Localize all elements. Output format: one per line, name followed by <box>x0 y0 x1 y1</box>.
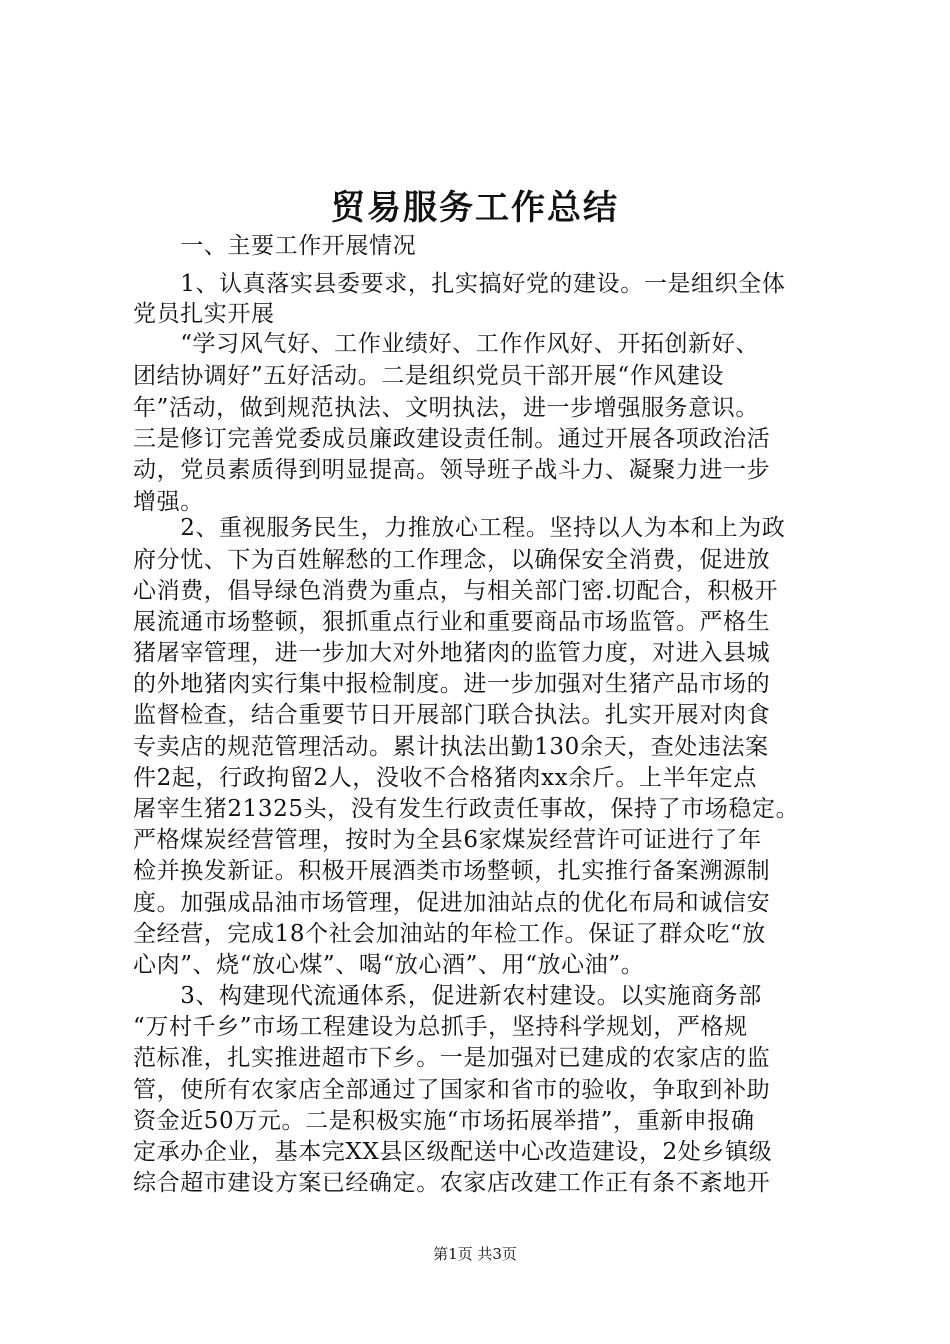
body-line: 心消费，倡导绿色消费为重点，与相关部门密.切配合，积极开 <box>133 578 779 604</box>
body-line: 心肉”、烧“放心煤”、喝“放心酒”、用“放心油”。 <box>133 952 645 978</box>
body-line: 府分忧、下为百姓解愁的工作理念，以确保安全消费，促进放 <box>133 547 771 573</box>
body-line: “万村千乡”市场工程建设为总抓手，坚持科学规划，严格规 <box>133 1014 748 1040</box>
body-line: 专卖店的规范管理活动。累计执法出勤130余天，查处违法案 <box>133 734 769 760</box>
body-line: 全经营，完成18个社会加油站的年检工作。保证了群众吃“放 <box>133 921 766 947</box>
document-title: 贸易服务工作总结 <box>331 188 619 228</box>
body-line: 度。加强成品油市场管理，促进加油站点的优化布局和诚信安 <box>133 890 771 916</box>
body-line: 屠宰生猪21325头，没有发生行政责任事故，保持了市场稳定。 <box>133 796 800 822</box>
body-line: 资金近50万元。二是积极实施“市场拓展举措”，重新申报确 <box>133 1108 755 1134</box>
body-line: 团结协调好”五好活动。二是组织党员干部开展“作风建设 <box>133 363 725 389</box>
body-line: 管，使所有农家店全部通过了国家和省市的验收，争取到补助 <box>133 1077 771 1103</box>
body-line: 定承办企业，基本完XX县区级配送中心改造建设，2处乡镇级 <box>133 1139 773 1165</box>
body-line: 1、认真落实县委要求，扎实搞好党的建设。一是组织全体 <box>133 271 786 297</box>
body-line: 三是修订完善党委成员廉政建设责任制。通过开展各项政治活 <box>133 426 771 452</box>
body-line: “学习风气好、工作业绩好、工作作风好、开拓创新好、 <box>133 331 759 357</box>
body-line: 综合超市建设方案已经确定。农家店改建工作正有条不紊地开 <box>133 1170 771 1196</box>
body-line: 检并换发新证。积极开展酒类市场整顿，扎实推行备案溯源制 <box>133 858 771 884</box>
body-line: 3、构建现代流通体系，促进新农村建设。以实施商务部 <box>133 983 762 1009</box>
body-line: 范标准，扎实推进超市下乡。一是加强对已建成的农家店的监 <box>133 1045 771 1071</box>
body-line: 严格煤炭经营管理，按时为全县6家煤炭经营许可证进行了年 <box>133 827 762 853</box>
body-line: 党员扎实开展 <box>133 301 275 327</box>
page-number-footer: 第1页 共3页 <box>433 1245 517 1263</box>
body-line: 一、主要工作开展情况 <box>133 233 417 259</box>
body-line: 增强。 <box>133 489 204 515</box>
body-line: 2、重视服务民生，力推放心工程。坚持以人为本和上为政 <box>133 515 786 541</box>
body-line: 年”活动，做到规范执法、文明执法，进一步增强服务意识。 <box>133 395 759 421</box>
body-line: 展流通市场整顿，狠抓重点行业和重要商品市场监管。严格生 <box>133 609 771 635</box>
body-line: 猪屠宰管理，进一步加大对外地猪肉的监管力度，对进入县城 <box>133 640 771 666</box>
body-line: 件2起，行政拘留2人，没收不合格猪肉xx余斤。上半年定点 <box>133 765 758 791</box>
body-line: 监督检查，结合重要节日开展部门联合执法。扎实开展对肉食 <box>133 702 771 728</box>
body-line: 动，党员素质得到明显提高。领导班子战斗力、凝聚力进一步 <box>133 457 771 483</box>
body-line: 的外地猪肉实行集中报检制度。进一步加强对生猪产品市场的 <box>133 671 771 697</box>
